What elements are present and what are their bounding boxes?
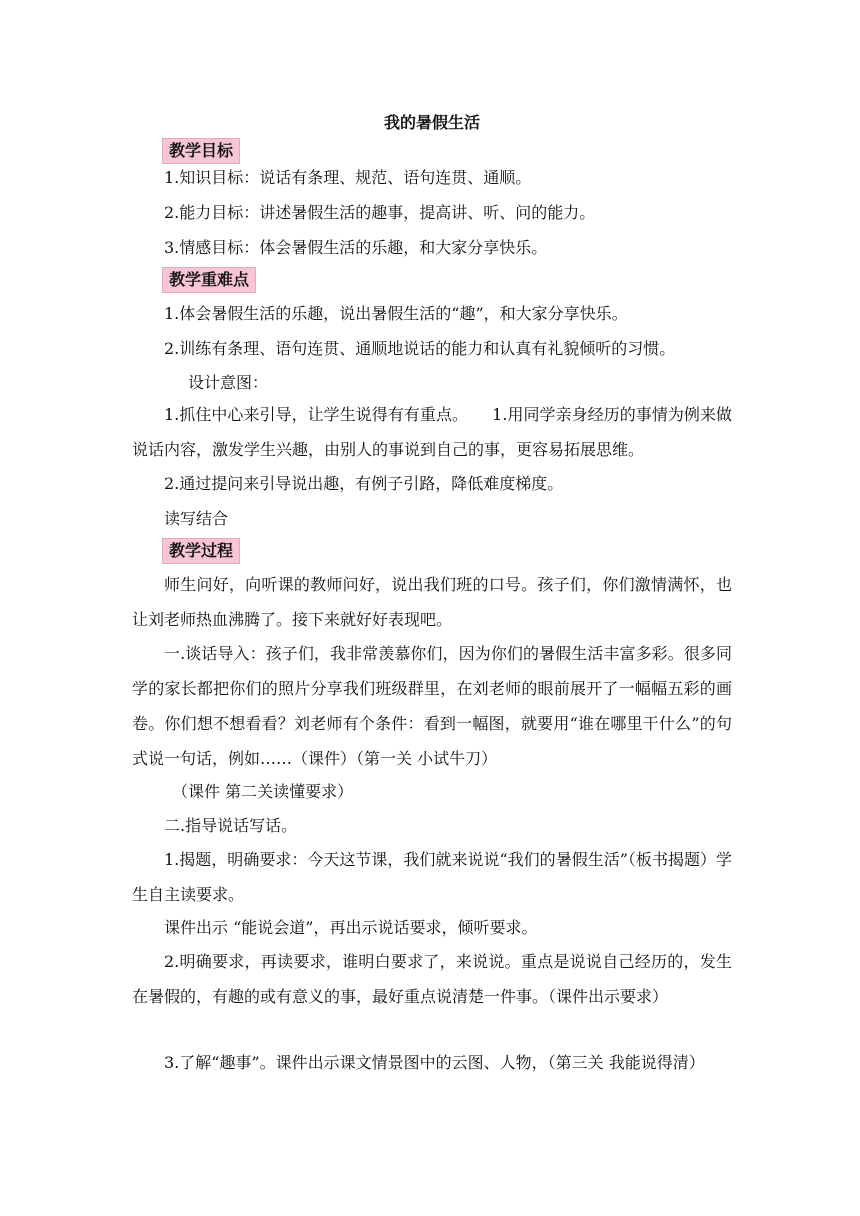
process-courseware-level-2: （课件 第二关读懂要求） xyxy=(172,782,354,801)
process-reveal-topic: 1.揭题，明确要求：今天这节课，我们就来说说“我们的暑假生活”（板书揭题）学生自主读要求。 xyxy=(132,850,732,904)
goal-emotion: 3.情感目标：体会暑假生活的乐趣，和大家分享快乐。 xyxy=(164,238,548,257)
difficulty-item-2: 2.训练有条理、语句连贯、通顺地说话的能力和认真有礼貌倾听的习惯。 xyxy=(164,339,676,358)
process-courseware-show: 课件出示 “能说会道”，再出示说话要求，倾听要求。 xyxy=(164,918,538,937)
design-intent-label: 设计意图： xyxy=(188,373,269,392)
process-understand-fun-things: 3.了解“趣事”。课件出示课文情景图中的云图、人物，（第三关 我能说得清） xyxy=(164,1053,705,1072)
design-intent-paragraph: 1.抓住中心来引导，让学生说得有有重点。 1.用同学亲身经历的事情为例来做说话内容，激发学生兴趣，由别人的事说到自己的事，更容易拓展思维。 xyxy=(132,405,732,459)
process-greeting: 师生问好，向听课的教师问好，说出我们班的口号。孩子们，你们激情满怀，也让刘老师热血沸腾了。接下来就好好表现吧。 xyxy=(132,575,732,629)
design-intent-item-2: 2.通过提问来引导说出趣，有例子引路，降低难度梯度。 xyxy=(164,474,564,493)
heading-key-difficulties: 教学重难点 xyxy=(162,267,256,293)
document-title: 我的暑假生活 xyxy=(383,113,480,132)
goal-knowledge: 1.知识目标：说话有条理、规范、语句连贯、通顺。 xyxy=(164,168,532,187)
goal-ability: 2.能力目标：讲述暑假生活的趣事，提高讲、听、问的能力。 xyxy=(164,203,596,222)
heading-teaching-process: 教学过程 xyxy=(162,538,240,564)
read-write-combination: 读写结合 xyxy=(164,509,229,528)
difficulty-item-1: 1.体会暑假生活的乐趣，说出暑假生活的“趣”，和大家分享快乐。 xyxy=(164,304,628,323)
process-guide-speaking-writing: 二.指导说话写话。 xyxy=(164,816,298,835)
heading-teaching-goals: 教学目标 xyxy=(162,138,240,164)
process-clarify-requirements: 2.明确要求，再读要求，谁明白要求了，来说说。重点是说说自己经历的，发生在暑假的，有趣的或有意义的事，最好重点说清楚一件事。（课件出示要求） xyxy=(132,952,732,1006)
process-introduction: 一.谈话导入：孩子们，我非常羡慕你们，因为你们的暑假生活丰富多彩。很多同学的家长都把你们的照片分享我们班级群里，在刘老师的眼前展开了一幅幅五彩的画卷。你们想不想看看？刘老师有个条件：看到一幅图，就要用“谁在哪里干什么”的句式说一句话，例如……（课件）（第一关 小试牛刀） xyxy=(132,644,732,768)
